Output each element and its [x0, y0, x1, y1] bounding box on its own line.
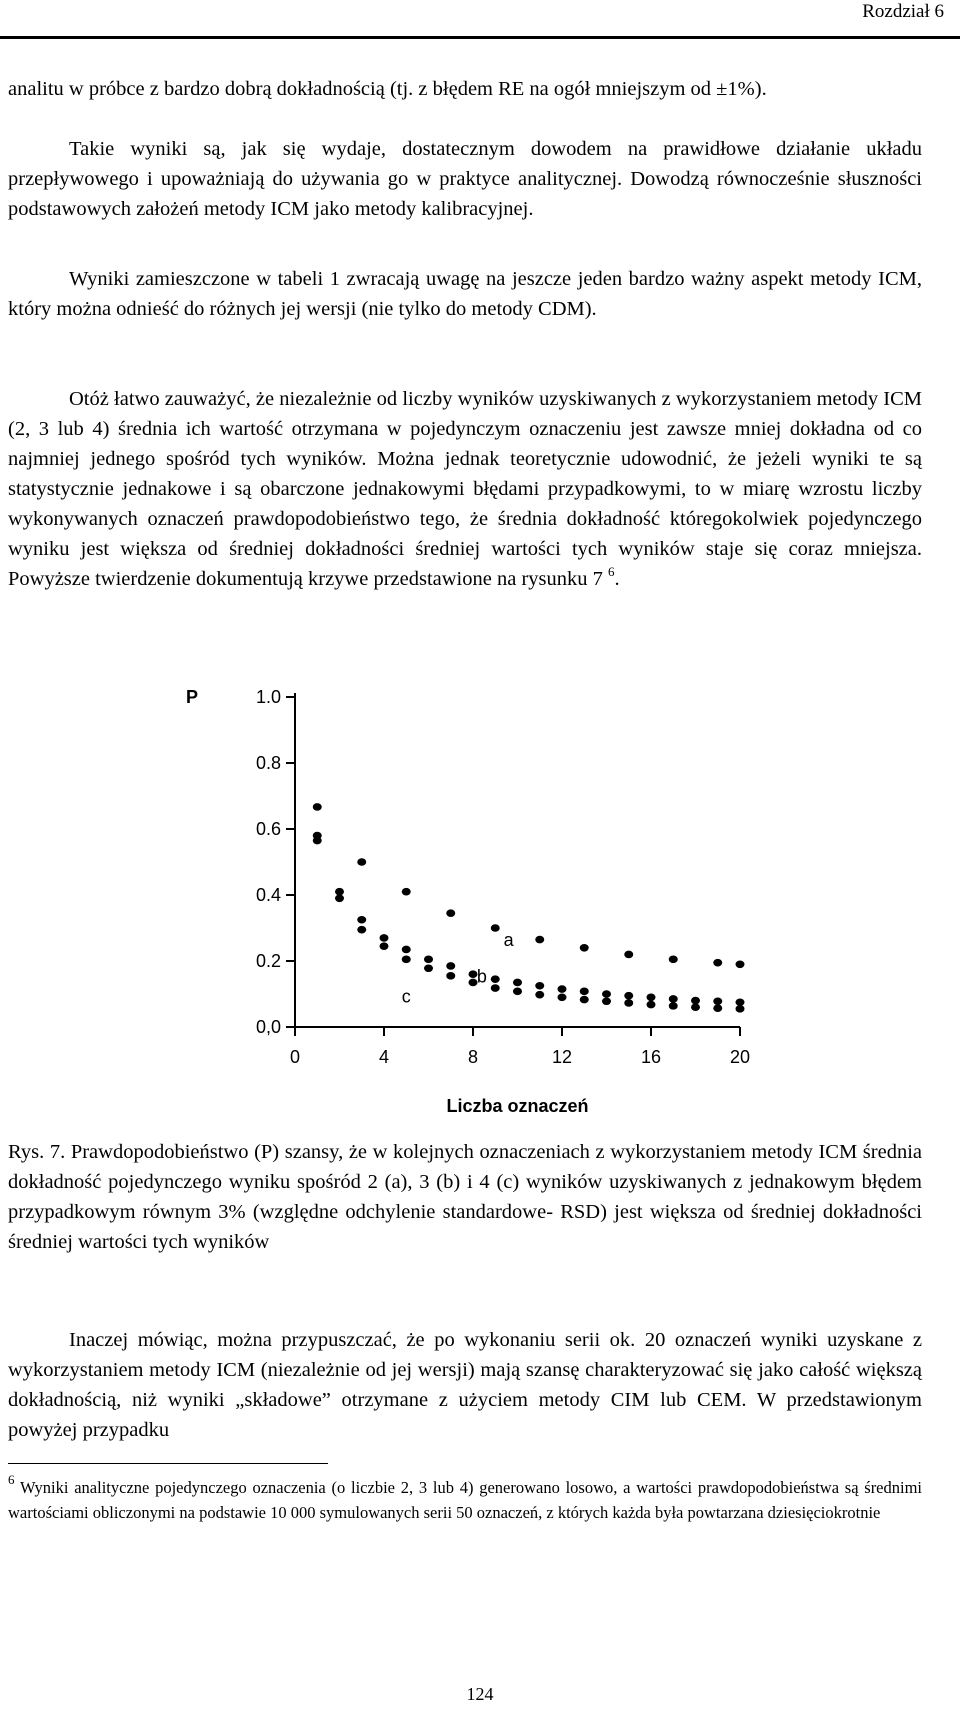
data-point-a [669, 956, 678, 964]
page-header [0, 0, 960, 39]
data-point-b [580, 988, 589, 996]
data-point-c [402, 956, 411, 964]
data-point-c [669, 1002, 678, 1010]
footnote-reference: 6 [608, 564, 615, 579]
data-point-c [357, 926, 366, 934]
chapter-title: Rozdział 6 [862, 1, 944, 22]
paragraph-5: Inaczej mówiąc, można przypuszczać, że po wykonaniu serii ok. 20 oznaczeń wyniki uzyskane z wykorzystaniem metody ICM (niezależnie od jej wersji) mają szansę charakteryzować się jako całość większą dokładnością, niż wyniki „składowe” otrzymane z użyciem metody CIM lub CEM. W przedstawionym powyżej przypadku [8, 1329, 922, 1441]
paragraph-4 [8, 384, 922, 594]
data-point-a [580, 944, 589, 952]
x-axis-title: Liczba oznaczeń [446, 1096, 589, 1115]
paragraph-2: Takie wyniki są, jak się wydaje, dostatecznym dowodem na prawidłowe działanie układu przepływowego i upoważniają do używania go w praktyce analitycznej. Dowodzą równocześnie słuszności podstawowych założeń metody ICM jako metody kalibracyjnej. [8, 138, 922, 220]
data-point-b [380, 934, 389, 942]
data-point-c [491, 984, 500, 992]
y-tick-label: 0.4 [255, 885, 281, 905]
data-point-c [313, 837, 322, 845]
paragraph-3: Wyniki zamieszczone w tabeli 1 zwracają uwagę na jeszcze jeden bardzo ważny aspekt metody ICM, który można odnieść do różnych jej wersji (nie tylko do metody CDM). [8, 268, 922, 320]
x-tick-label: 8 [467, 1047, 479, 1067]
data-point-b [535, 982, 544, 990]
footnote-rule [8, 1463, 328, 1464]
data-point-b [513, 979, 522, 987]
x-tick-label: 0 [289, 1047, 301, 1067]
data-point-c [580, 996, 589, 1004]
data-point-c [513, 988, 522, 996]
data-point-c [736, 1005, 745, 1013]
data-point-c [647, 1001, 656, 1009]
y-tick-label: 0,0 [255, 1017, 281, 1037]
data-point-a [491, 924, 500, 932]
data-point-b [624, 992, 633, 1000]
data-point-b [736, 998, 745, 1006]
data-point-c [335, 895, 344, 903]
x-tick-label: 20 [729, 1047, 751, 1067]
data-point-c [691, 1003, 700, 1011]
data-point-b [669, 995, 678, 1003]
y-tick-label: 0.8 [255, 753, 281, 773]
x-tick-label: 16 [640, 1047, 662, 1067]
data-point-b [558, 985, 567, 993]
probability-chart [170, 675, 770, 1115]
x-tick-label: 12 [551, 1047, 573, 1067]
data-point-b [602, 990, 611, 998]
y-axis-title: P [186, 687, 199, 707]
data-point-c [380, 942, 389, 950]
paragraph-1: analitu w próbce z bardzo dobrą dokładnością (tj. z błędem RE na ogół mniejszym od ±1%). [8, 78, 767, 100]
data-point-a [713, 959, 722, 967]
x-tick-label: 4 [378, 1047, 390, 1067]
paragraph-4-end: . [614, 568, 620, 590]
data-point-c [558, 994, 567, 1002]
y-tick-label: 1.0 [255, 687, 281, 707]
data-point-b [402, 946, 411, 954]
series-label-b: b [476, 966, 487, 987]
data-point-a [446, 909, 455, 917]
data-point-a [357, 858, 366, 866]
data-point-c [446, 972, 455, 980]
series-label-a: a [503, 930, 514, 951]
footnote-text: Wyniki analityczne pojedynczego oznaczenia (o liczbie 2, 3 lub 4) generowano losowo, a wartości prawdopodobieństwa są średnimi wartościami obliczonymi na podstawie 10 000 symulowanych serii 50 oznaczeń, z których każda była powtarzana dziesięciokrotnie [8, 1478, 923, 1522]
footnote [8, 1472, 923, 1525]
data-point-b [446, 962, 455, 970]
data-point-b [713, 997, 722, 1005]
y-tick-label: 0.2 [255, 951, 281, 971]
series-label-c: c [401, 986, 411, 1007]
data-point-b [491, 975, 500, 983]
y-tick-label: 0.6 [255, 819, 281, 839]
data-point-c [424, 964, 433, 972]
data-point-b [357, 916, 366, 924]
page-number: 124 [466, 1684, 494, 1704]
data-point-b [335, 888, 344, 896]
data-point-b [647, 994, 656, 1002]
paragraph-4-text: Otóż łatwo zauważyć, że niezależnie od liczby wyników uzyskiwanych z wykorzystaniem metody ICM (2, 3 lub 4) średnia ich wartość otrzymana w pojedynczym oznaczeniu jest zawsze mniej dokładna od co najmniej jednego spośród tych wyników. Można jednak teoretycznie udowodnić, że jeżeli wyniki te są statystycznie jednakowe i są obarczone jednakowymi błędami przypadkowymi, to w miarę wzrostu liczby wykonywanych oznaczeń prawdopodobieństwo tego, że średnia dokładność któregokolwiek pojedynczego wyniku jest większa od średniej dokładności średniej wartości tych wyników staje się coraz mniejsza. Powyższe twierdzenie dokumentują krzywe przedstawione na rysunku 7 [8, 388, 922, 590]
data-point-b [691, 997, 700, 1005]
data-point-a [402, 888, 411, 896]
data-point-b [424, 956, 433, 964]
data-point-a [736, 961, 745, 969]
footnote-mark: 6 [8, 1472, 15, 1487]
data-point-c [535, 991, 544, 999]
data-point-c [624, 999, 633, 1007]
data-point-c [713, 1004, 722, 1012]
figure-caption: Rys. 7. Prawdopodobieństwo (P) szansy, że w kolejnych oznaczeniach z wykorzystaniem metody ICM średnia dokładność pojedynczego wyniku spośród 2 (a), 3 (b) i 4 (c) wyników uzyskiwanych z jednakowym błędem przypadkowym równym 3% (względne odchylenie standardowe- RSD) jest większa od średniej dokładności średniej wartości tych wyników [8, 1141, 922, 1253]
data-point-a [313, 803, 322, 811]
data-point-c [602, 997, 611, 1005]
data-point-a [624, 951, 633, 959]
data-point-a [535, 936, 544, 944]
